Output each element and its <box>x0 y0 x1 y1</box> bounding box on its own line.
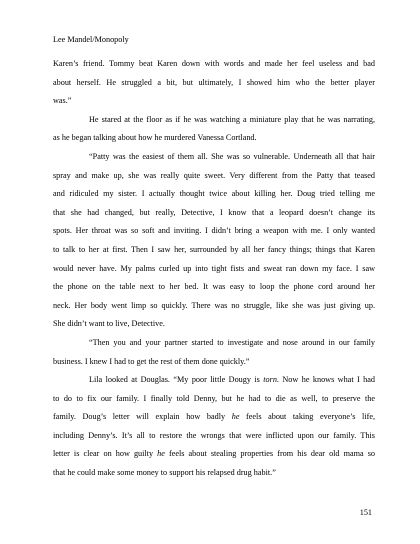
text-segment: that he could make some money to support his relapsed drug habit.” <box>53 468 276 478</box>
italic-text: he <box>157 449 165 459</box>
text-line <box>53 263 375 282</box>
text-line <box>53 300 375 319</box>
text-segment: as he began talking about how he murdered Vanessa Cortland. <box>53 133 257 143</box>
text-segment: would never have. My palms curled up into tight fists and sweat ran down my face. I saw <box>53 263 375 273</box>
text-segment: “Then you and your partner started to investigate and nose around in our family <box>89 337 375 347</box>
text-line <box>53 411 375 430</box>
running-head: Lee Mandel/Monopoly <box>53 35 129 44</box>
text-segment: was.” <box>53 96 72 106</box>
text-line <box>53 281 375 300</box>
text-segment: to do to fix our family. I finally told Denny, but he had to die as well, to preserve the <box>53 393 375 403</box>
text-segment: the phone on the table next to her bed. It was easy to loop the phone cord around her <box>53 282 375 292</box>
text-segment: that she had changed, but really, Detective, I know that a leopard doesn’t change its <box>53 207 375 217</box>
text-segment: feels about stealing properties from his dear old mama so <box>164 449 376 459</box>
text-segment: neck. Her body went limp so quickly. There was no struggle, like she was just giving up. <box>53 300 375 310</box>
text-line <box>53 430 375 449</box>
text-line <box>53 170 375 189</box>
text-segment: letter is clear on how guilty <box>53 449 158 459</box>
text-segment: Lila looked at Douglas. “My poor little Dougy is <box>89 375 264 385</box>
text-segment: He stared at the floor as if he was watching a miniature play that he was narrating, <box>89 114 375 124</box>
text-segment: She didn’t want to live, Detective. <box>53 319 165 329</box>
text-line <box>53 374 375 393</box>
italic-text: he <box>231 412 240 422</box>
page-number: 151 <box>359 508 372 517</box>
text-line <box>53 318 375 337</box>
text-line <box>53 337 375 356</box>
text-segment: family. Doug’s letter will explain how badly <box>53 412 232 422</box>
text-segment: . Now he knows what I had <box>276 375 375 385</box>
text-segment: including Denny’s. It’s all to restore the wrongs that were inflicted upon our family. This <box>53 430 375 440</box>
text-segment: spots. Her throat was so soft and inviting. I didn’t bring a weapon with me. I only wanted <box>53 226 375 236</box>
italic-text: torn <box>263 375 277 385</box>
text-segment: and ridiculed my sister. I actually thought twice about killing her. Doug tried telling me <box>53 189 375 199</box>
text-segment: spray and make up, she was really quite sweet. Very different from the Patty that teased <box>53 170 375 180</box>
body-text <box>53 58 375 486</box>
text-segment: business. I knew I had to get the rest of them done quickly.” <box>53 356 250 366</box>
text-line <box>53 467 375 486</box>
text-segment: about herself. He struggled a bit, but ultimately, I showed him who the better player <box>53 77 375 87</box>
text-line <box>53 58 375 77</box>
text-segment: feels about taking everyone’s life, <box>239 412 375 422</box>
text-line <box>53 225 375 244</box>
text-line <box>53 77 375 96</box>
text-segment: Karen’s friend. Tommy beat Karen down with words and made her feel useless and bad <box>53 59 375 68</box>
text-line <box>53 114 375 133</box>
text-line <box>53 393 375 412</box>
text-line <box>53 151 375 170</box>
text-line <box>53 188 375 207</box>
text-line <box>53 356 375 375</box>
text-line <box>53 244 375 263</box>
text-line <box>53 95 375 114</box>
text-line <box>53 207 375 226</box>
text-line <box>53 132 375 151</box>
text-segment: to talk to her at first. Then I saw her, surrounded by all her fancy things; things that Karen <box>53 244 375 254</box>
text-line <box>53 448 375 467</box>
text-segment: “Patty was the easiest of them all. She was so vulnerable. Underneath all that hair <box>89 151 375 161</box>
